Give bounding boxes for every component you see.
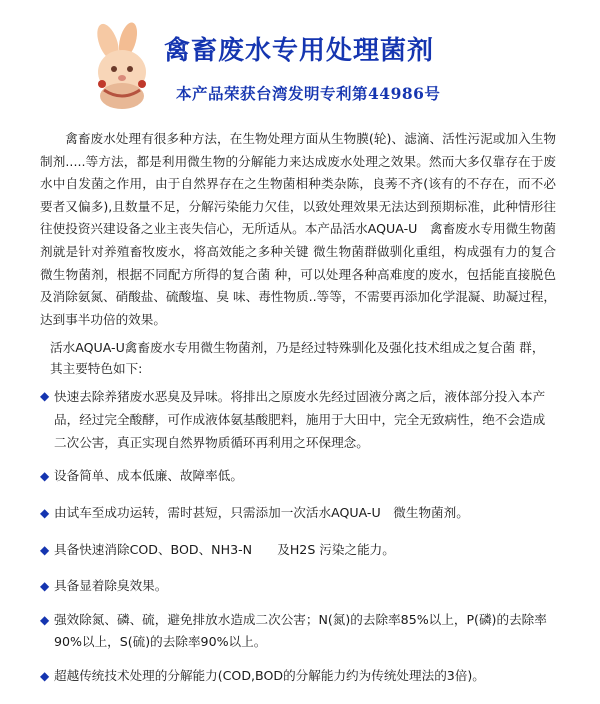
- feature-item: [40, 385, 556, 454]
- header: [0, 0, 600, 118]
- intro-paragraph: 禽畜废水处理有很多种方法，在生物处理方面从生物膜(轮)、滤滴、活性污泥或加入生物制剂.....等方法，都是利用微生物的分解能力来达成废水处理之效果。然而大多仅靠存在于废水中自发菌之作用，由于自然界存在之生物菌相种类杂陈，良莠不齐(该有的不存在，而不必要者又偏多),且数量不足，分解污染能力欠佳，以致处理效果无法达到预期标准，此种情形往往使投资兴建设备之业主丧失信心，无所适从。本产品活水AQUA-U 禽畜废水专用微生物菌剂就是针对养殖畜牧废水，将高效能之多种关键 微生物菌群做驯化重组，构成强有力的复合微生物菌剂，根据不同配方所得的复合菌 种，可以处理各种高难度的废水，包括能直接脱色及消除氨氮、硝酸盐、硫酸塩、臭 味、毒性物质..等等，不需要再添加化学混凝、助凝过程，达到事半功倍的效果。: [40, 131, 556, 327]
- diamond-bullet-icon: ◆: [40, 579, 50, 594]
- feature-text: 超越传统技术处理的分解能力(COD,BOD的分解能力约为传统处理法的3倍)。: [54, 667, 485, 683]
- diamond-bullet-icon: ◆: [40, 469, 50, 484]
- feature-text: 由试车至成功运转，需时甚短，只需添加一次活水AQUA-U 微生物菌剂。: [54, 504, 469, 520]
- patent-subtitle: 本产品荣获台湾发明专利第44986号: [176, 84, 441, 103]
- diamond-bullet-icon: ◆: [40, 389, 50, 404]
- features-intro: 活水AQUA-U禽畜废水专用微生物菌剂，乃是经过特殊驯化及强化技术组成之复合菌 群，其主要特色如下:: [50, 340, 545, 377]
- feature-text: 快速去除养猪废水恶臭及异味。将排出之原废水先经过固液分离之后，液体部分投入本产品，经过完全酸酵，可作成液体氨基酸肥料，施用于大田中，完全无致病性，绝不会造成二次公害，真正实现自然界物质循环再利用之环保理念。: [54, 389, 546, 451]
- rabbit-mascot-icon: [88, 22, 158, 110]
- page-title: 禽畜废水专用处理菌剂: [164, 36, 435, 66]
- feature-text: 强效除氮、磷、硫，避免排放水造成二次公害；N(氮)的去除率85%以上，P(磷)的去除率90%以上，S(硫)的去除率90%以上。: [54, 611, 547, 650]
- feature-item: [40, 575, 556, 598]
- feature-item: [40, 539, 556, 562]
- diamond-bullet-icon: ◆: [40, 612, 50, 627]
- feature-item: [40, 609, 556, 654]
- diamond-bullet-icon: ◆: [40, 668, 50, 683]
- feature-text: 具备快速消除COD、BOD、NH3-N 及H2S 污染之能力。: [54, 541, 395, 557]
- diamond-bullet-icon: ◆: [40, 505, 50, 520]
- feature-item: [40, 665, 556, 688]
- feature-item: [40, 465, 556, 488]
- main-content: [40, 128, 556, 688]
- feature-item: [40, 502, 556, 525]
- diamond-bullet-icon: ◆: [40, 542, 50, 557]
- feature-text: 设备简单、成本低廉、故障率低。: [54, 468, 243, 484]
- feature-text: 具备显着除臭效果。: [54, 578, 168, 594]
